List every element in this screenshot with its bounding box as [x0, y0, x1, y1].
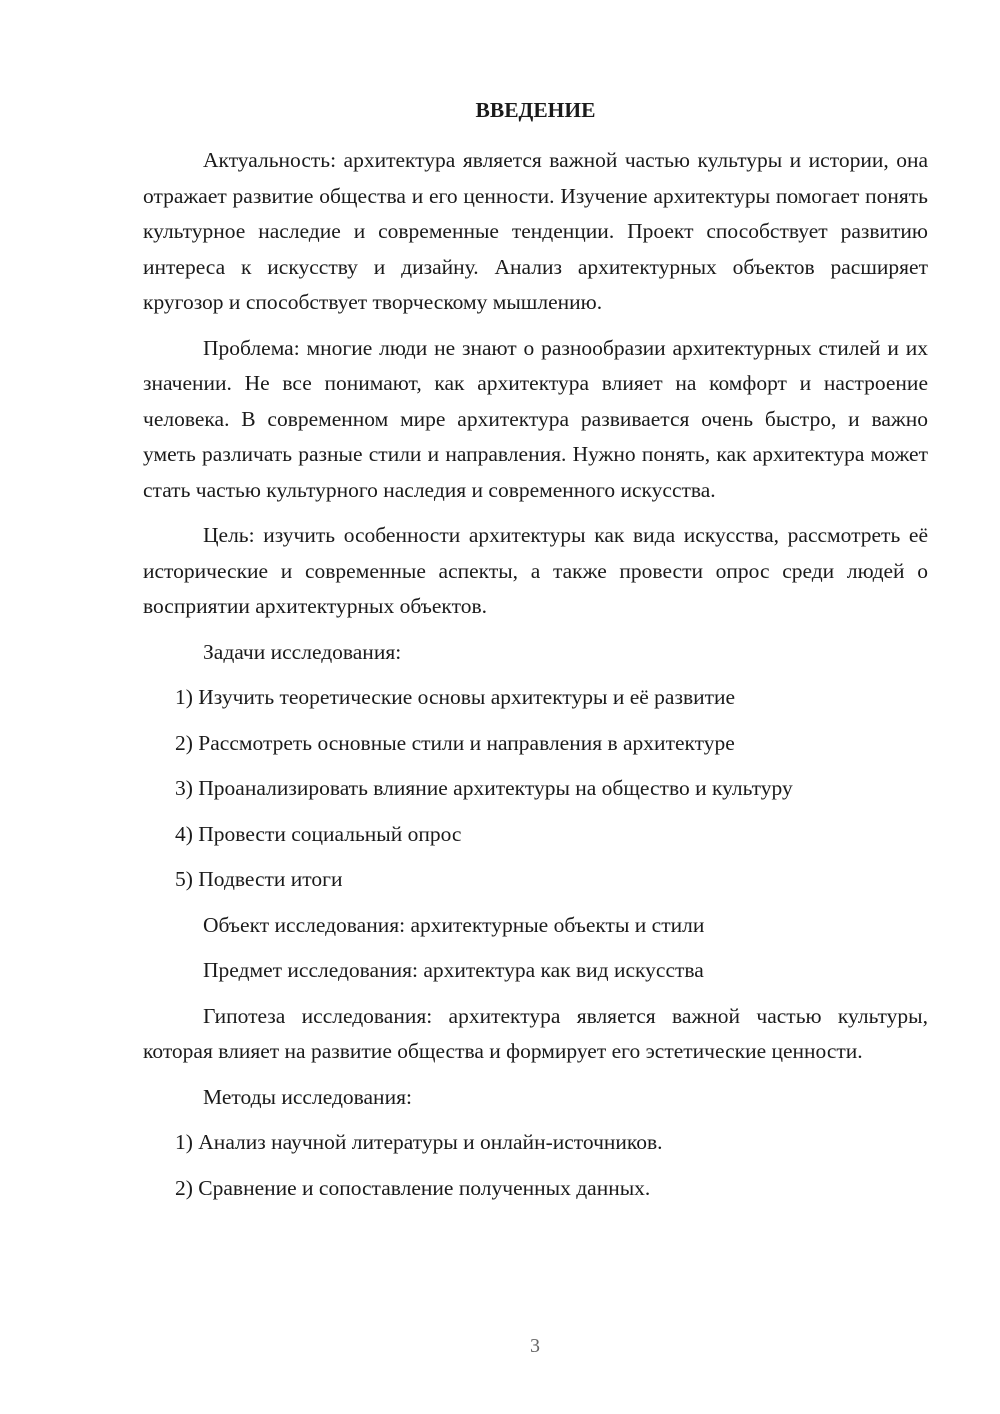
list-item: 2) Сравнение и сопоставление полученных данных. — [175, 1175, 651, 1200]
relevance-paragraph: Актуальность: архитектура является важной частью культуры и истории, она отражает развитие общества и его ценности. Изучение архитектуры помогает понять культурное наследие и современные тенденции. Проект способствует развитию интереса к искусству и дизайну. Анализ архитектурных объектов расширяет кругозор и способствует творческому мышлению. — [143, 148, 928, 314]
hypothesis-paragraph: Гипотеза исследования: архитектура является важной частью культуры, которая влияет на развитие общества и формирует его эстетические ценности. — [143, 1003, 928, 1063]
problem-paragraph: Проблема: многие люди не знают о разнообразии архитектурных стилей и их значении. Не все понимают, как архитектура влияет на комфорт и настроение человека. В современном мире архитектура развивается очень быстро, и важно уметь различать разные стили и направления. Нужно понять, как архитектура может стать частью культурного наследия и современного искусства. — [143, 335, 928, 502]
research-object: Объект исследования: архитектурные объекты и стили — [203, 912, 705, 937]
page-content — [143, 94, 928, 1216]
list-item: 2) Рассмотреть основные стили и направления в архитектуре — [175, 730, 735, 755]
list-item: 3) Проанализировать влияние архитектуры на общество и культуру — [175, 776, 793, 800]
goal-paragraph: Цель: изучить особенности архитектуры как вида искусства, рассмотреть её исторические и современные аспекты, а также провести опрос среди людей о восприятии архитектурных объектов. — [143, 523, 928, 618]
page-number: 3 — [530, 1335, 540, 1357]
list-item: 1) Анализ научной литературы и онлайн-источников. — [175, 1130, 663, 1154]
methods-list — [143, 1125, 928, 1206]
tasks-heading: Задачи исследования: — [203, 639, 402, 664]
list-item: 5) Подвести итоги — [175, 867, 343, 891]
section-title: ВВЕДЕНИЕ — [475, 98, 596, 122]
tasks-list — [143, 680, 928, 898]
research-subject: Предмет исследования: архитектура как вид искусства — [203, 958, 704, 982]
list-item: 4) Провести социальный опрос — [175, 821, 462, 846]
list-item: 1) Изучить теоретические основы архитектуры и её развитие — [175, 685, 736, 709]
methods-heading: Методы исследования: — [203, 1084, 412, 1109]
